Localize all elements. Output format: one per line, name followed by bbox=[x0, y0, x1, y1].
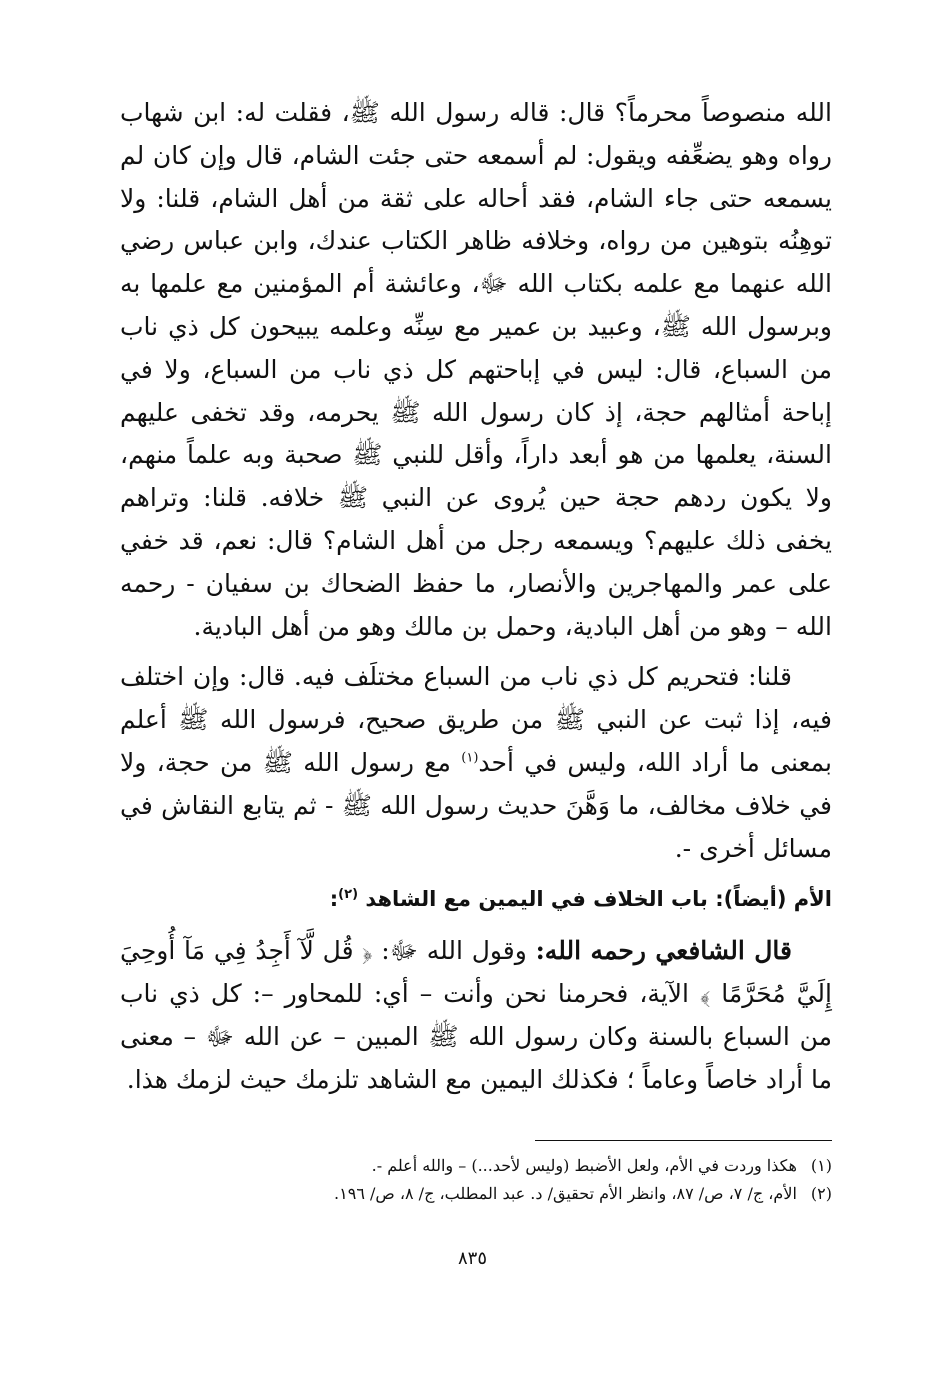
quote-text: وقول الله ﷻ: ﴿ قُل لَّآ أَجِدُ فِي مَآ أُوحِيَ إِلَيَّ مُحَرَّمًا ﴾ الآية، فحرمنا نحن وأنت – أي: للمحاور –: كل ذي ناب من السباع بالسنة وكان رسول الله ﷺ المبين – عن الله ﷻ – معنى ما أراد خاصاً وعاماً ؛ فكذلك اليمين مع الشاهد تلزمك حيث لزمك هذا. bbox=[120, 936, 832, 1094]
page-number: ٨٣٥ bbox=[457, 1248, 487, 1269]
section-heading bbox=[120, 878, 832, 920]
footnotes bbox=[120, 1152, 832, 1208]
footnote-2 bbox=[120, 1180, 832, 1208]
footnote-1-text: هكذا وردت في الأم، ولعل الأضبط (وليس لأحد...) – والله أعلم -. bbox=[371, 1156, 797, 1175]
footnote-1 bbox=[120, 1152, 832, 1180]
quote-lead: قال الشافعي رحمه الله: bbox=[535, 936, 793, 966]
footnote-divider bbox=[535, 1140, 832, 1141]
footnote-2-text: الأم، ج/ ٧، ص/ ٨٧، وانظر الأم تحقيق/ د. عبد المطلب، ج/ ٨، ص/ ١٩٦. bbox=[334, 1184, 797, 1203]
footnote-1-number: (١) bbox=[810, 1156, 832, 1175]
footnote-ref-1: (١) bbox=[461, 750, 479, 766]
paragraph-2-text-cont: مع رسول الله ﷺ من حجة، ولا في خلاف مخالف، ما وَهَّنَ حديث رسول الله ﷺ - ثم يتابع النقاش في مسائل أخرى -. bbox=[120, 747, 832, 863]
footnote-2-number: (٢) bbox=[810, 1184, 832, 1203]
paragraph-1: الله منصوصاً محرماً؟ قال: قاله رسول الله ﷺ، فقلت له: ابن شهاب رواه وهو يضعِّفه ويقول: لم أسمعه حتى جئت الشام، قال وإن كان لم يسمعه حتى جاء الشام، فقد أحاله على ثقة من أهل الشام، قلنا: ولا توهِنُه بتوهين من رواه، وخلافه ظاهر الكتاب عندك، وابن عباس رضي الله عنهما مع علمه بكتاب الله ﷻ، وعائشة أم المؤمنين مع علمها به وبرسول الله ﷺ، وعبيد بن عمير مع سِنِّه وعلمه يبيحون كل ذي ناب من السباع، قال: ليس في إباحتهم كل ذي ناب من السباع، ولا في إباحة أمثالهم حجة، إذ كان رسول الله ﷺ يحرمه، وقد تخفى عليهم السنة، يعلمها من هو أبعد داراً، وأقل للنبي ﷺ صحبة وبه علماً منهم، ولا يكون ردهم حجة حين يُروى عن النبي ﷺ خلافه. قلنا: وتراهم يخفى ذلك عليهم؟ ويسمعه رجل من أهل الشام؟ قال: نعم، قد خفي على عمر والمهاجرين والأنصار، ما حفظ الضحاك بن سفيان - رحمه الله – وهو من أهل البادية، وحمل بن مالك وهو من أهل البادية. bbox=[120, 98, 832, 641]
footnote-ref-2: (٢) bbox=[338, 887, 359, 903]
section-heading-colon: : bbox=[329, 887, 339, 912]
quote-paragraph bbox=[120, 930, 832, 1101]
main-text bbox=[120, 92, 832, 1102]
paragraph-2 bbox=[120, 656, 832, 870]
paragraph-2-text: قلنا: فتحريم كل ذي ناب من السباع مختلَف فيه. قال: وإن اختلف فيه، إذا ثبت عن النبي ﷺ من طريق صحيح، فرسول الله ﷺ أعلم بمعنى ما أراد الله، وليس في أحد bbox=[120, 662, 832, 777]
section-heading-text: الأم (أيضاً): باب الخلاف في اليمين مع الشاهد bbox=[358, 887, 832, 912]
